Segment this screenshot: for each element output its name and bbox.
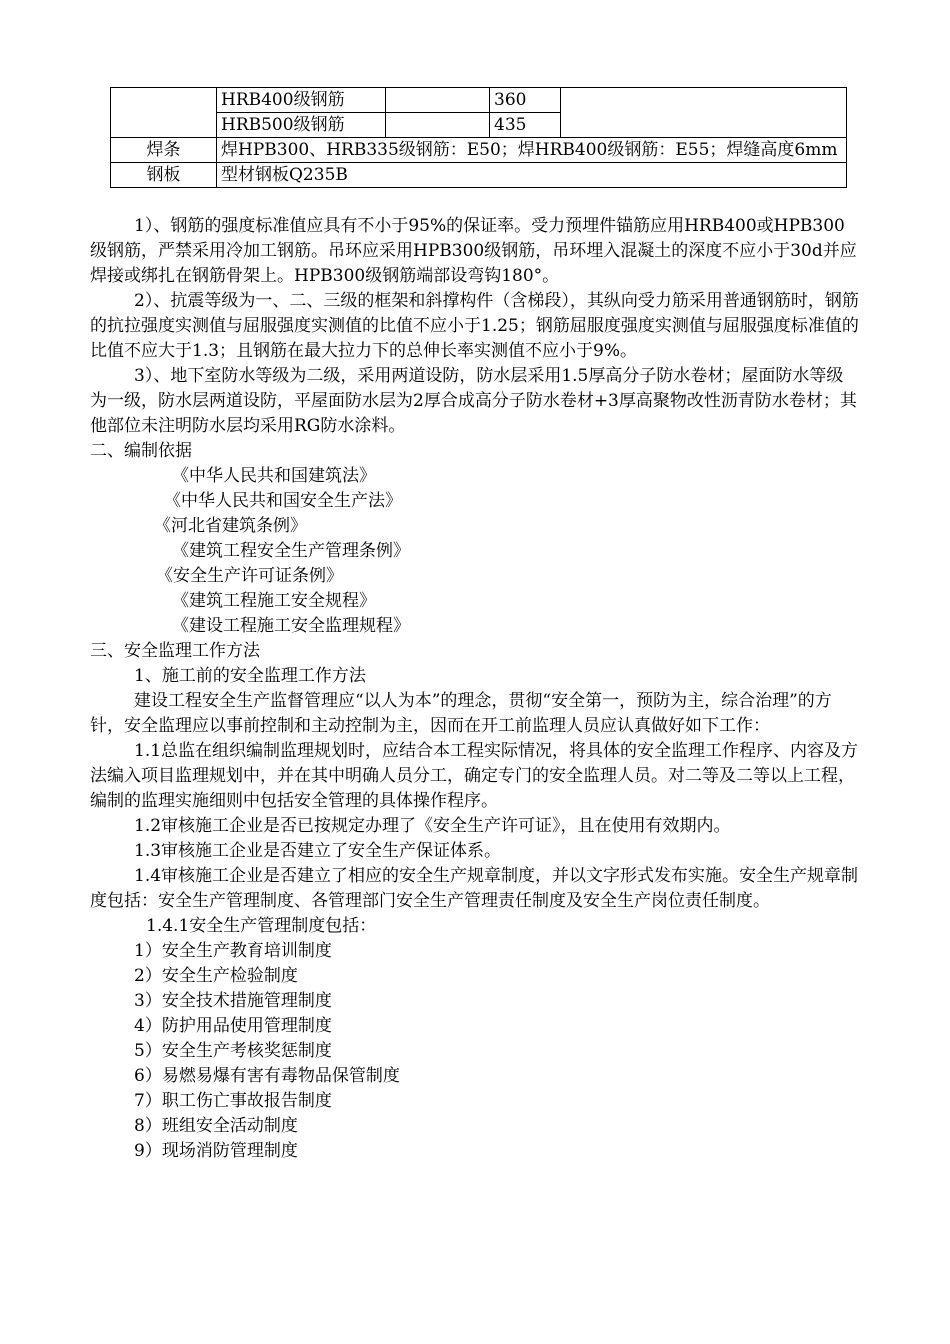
table-cell: 435 (490, 113, 561, 138)
materials-table (110, 87, 847, 188)
paragraph: 建设工程安全生产监督管理应“以人为本”的理念，贯彻“安全第一，预防为主，综合治理”的方针，安全监理应以事前控制和主动控制为主，因而在开工前监理人员应认真做好如下工作： (90, 691, 832, 736)
table-cell: 焊HPB300、HRB335级钢筋：E50；焊HRB400级钢筋：E55；焊缝高度6mm (217, 138, 847, 163)
table-cell (386, 88, 490, 113)
reference-item: 《河北省建筑条例》 (154, 516, 307, 536)
paragraph: 1.2审核施工企业是否已按规定办理了《安全生产许可证》，且在使用有效期内。 (134, 816, 731, 836)
list-item: 7）职工伤亡事故报告制度 (134, 1091, 332, 1111)
list-item: 5）安全生产考核奖惩制度 (134, 1041, 332, 1061)
paragraph: 1.4审核施工企业是否建立了相应的安全生产规章制度，并以文字形式发布实施。安全生产规章制度包括：安全生产管理制度、各管理部门安全生产管理责任制度及安全生产岗位责任制度。 (90, 866, 859, 911)
section-heading: 二、编制依据 (90, 441, 192, 461)
list-item: 6）易燃易爆有害有毒物品保管制度 (134, 1066, 400, 1086)
list-item: 2）安全生产检验制度 (134, 966, 298, 986)
paragraph: 3）、地下室防水等级为二级，采用两道设防，防水层采用1.5厚高分子防水卷材；屋面防水等级为一级，防水层两道设防，平屋面防水层为2厚合成高分子防水卷材+3厚高聚物改性沥青防水卷材；其他部位未注明防水层均采用RG防水涂料。 (90, 366, 857, 436)
reference-item: 《建设工程施工安全监理规程》 (172, 616, 410, 636)
table-cell-label: 钢板 (111, 163, 217, 188)
list-item: 9）现场消防管理制度 (134, 1141, 298, 1161)
reference-item: 《安全生产许可证条例》 (156, 566, 343, 586)
paragraph: 1.3审核施工企业是否建立了安全生产保证体系。 (134, 841, 502, 861)
subsection-heading: 1、施工前的安全监理工作方法 (134, 666, 366, 686)
table-cell: HRB400级钢筋 (217, 88, 386, 113)
section-heading: 三、安全监理工作方法 (90, 641, 260, 661)
table-cell: HRB500级钢筋 (217, 113, 386, 138)
table-cell: 360 (490, 88, 561, 113)
table-row (111, 88, 847, 113)
table-cell (111, 88, 217, 138)
table-cell: 型材钢板Q235B (217, 163, 847, 188)
table-cell (386, 113, 490, 138)
paragraph: 1.1总监在组织编制监理规划时，应结合本工程实际情况，将具体的安全监理工作程序、内容及方法编入项目监理规划中，并在其中明确人员分工，确定专门的安全监理人员。对二等及二等以上工程，编制的监理实施细则中包括安全管理的具体操作程序。 (90, 741, 859, 811)
paragraph: 1.4.1安全生产管理制度包括： (146, 916, 377, 936)
reference-item: 《建筑工程安全生产管理条例》 (172, 541, 410, 561)
document-body (90, 214, 860, 1164)
reference-item: 《建筑工程施工安全规程》 (172, 591, 376, 611)
list-item: 1）安全生产教育培训制度 (134, 941, 332, 961)
reference-item: 《中华人民共和国安全生产法》 (164, 491, 402, 511)
paragraph: 2）、抗震等级为一、二、三级的框架和斜撑构件（含梯段），其纵向受力筋采用普通钢筋时，钢筋的抗拉强度实测值与屈服强度实测值的比值不应小于1.25；钢筋屈服度强度实测值与屈服强度标准值的比值不应大于1.3；且钢筋在最大拉力下的总伸长率实测值不应小于9%。 (90, 291, 859, 361)
table-row (111, 163, 847, 188)
table-row (111, 138, 847, 163)
table-cell-label: 焊条 (111, 138, 217, 163)
reference-item: 《中华人民共和国建筑法》 (172, 466, 376, 486)
table-cell (561, 88, 847, 138)
list-item: 3）安全技术措施管理制度 (134, 991, 332, 1011)
list-item: 4）防护用品使用管理制度 (134, 1016, 332, 1036)
paragraph: 1）、钢筋的强度标准值应具有不小于95%的保证率。受力预埋件锚筋应用HRB400或HPB300级钢筋，严禁采用冷加工钢筋。吊环应采用HPB300级钢筋，吊环埋入混凝土的深度不应小于30d并应焊接或绑扎在钢筋骨架上。HPB300级钢筋端部设弯钩180°。 (90, 216, 857, 286)
list-item: 8）班组安全活动制度 (134, 1116, 298, 1136)
